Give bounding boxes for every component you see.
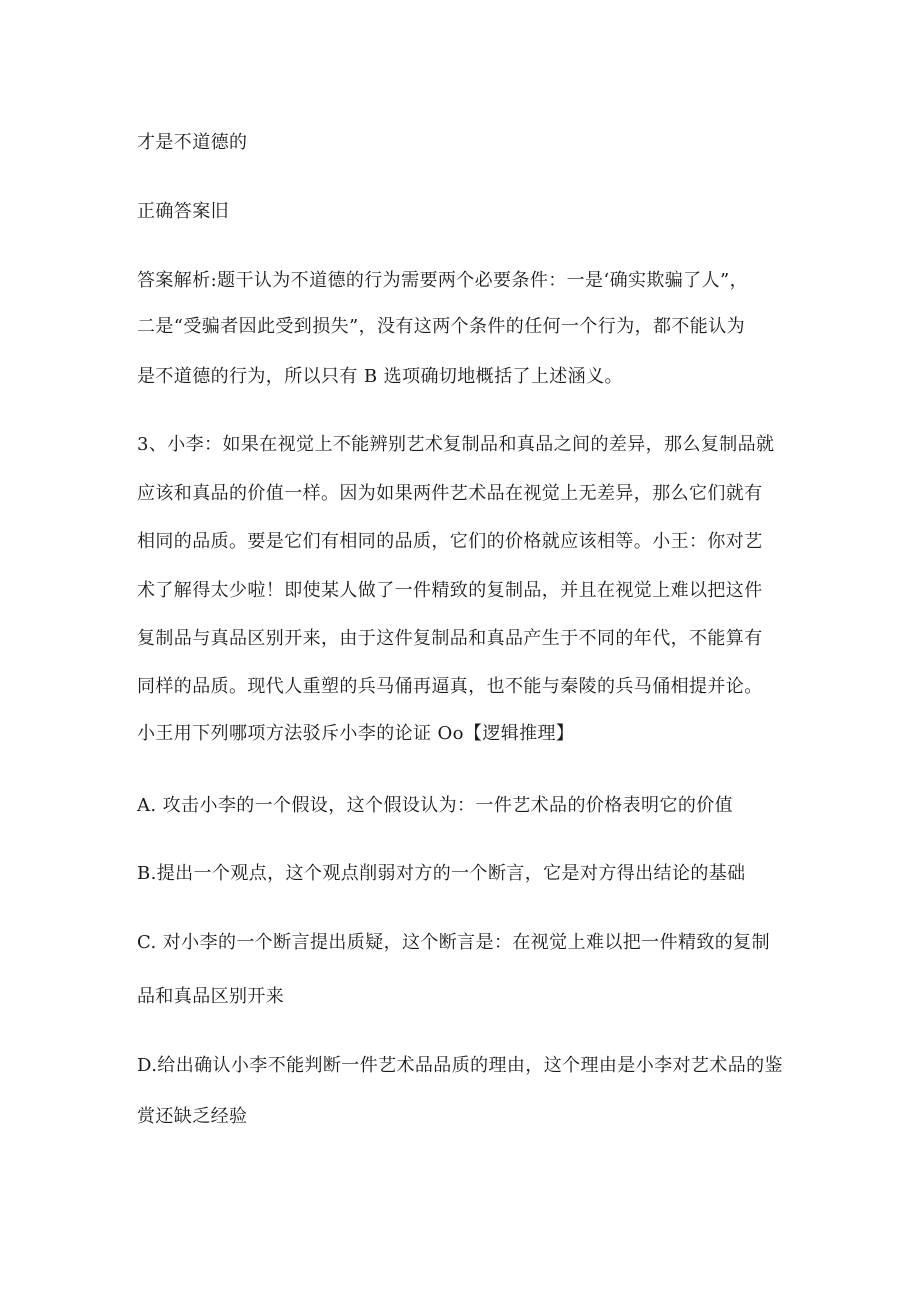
question-stem-line-5: 复制品与真品区别开来，由于这件复制品和真品产生于不同的年代，不能算有 <box>137 628 763 649</box>
explanation-line-3: 是不道德的行为，所以只有 B 选项确切地概括了上述涵义。 <box>137 366 623 387</box>
option-c-line-2: 品和真品区别开来 <box>137 986 285 1007</box>
question-stem-line-7: 小王用下列哪项方法驳斥小李的论证 Oo【逻辑推理】 <box>137 723 575 744</box>
option-c-line-1: C. 对小李的一个断言提出质疑，这个断言是：在视觉上难以把一件精致的复制 <box>137 932 770 953</box>
explanation-line-1: 答案解析:题干认为不道德的行为需要两个必要条件：一是‘确实欺骗了人”， <box>137 270 748 291</box>
option-d-line-1: D.给出确认小李不能判断一件艺术品品质的理由，这个理由是小李对艺术品的鉴 <box>137 1055 783 1076</box>
question-stem-line-4: 术了解得太少啦！即使某人做了一件精致的复制品，并且在视觉上难以把这件 <box>137 580 763 601</box>
question-stem-line-2: 应该和真品的价值一样。因为如果两件艺术品在视觉上无差异，那么它们就有 <box>137 483 763 504</box>
question-stem-line-6: 同样的品质。现代人重塑的兵马俑再逼真，也不能与秦陵的兵马俑相提并论。 <box>137 676 763 697</box>
explanation-line-2: 二是“受骗者因此受到损失”，没有这两个条件的任何一个行为，都不能认为 <box>137 316 746 337</box>
question-stem-line-3: 相同的品质。要是它们有相同的品质，它们的价格就应该相等。小王：你对艺 <box>137 531 763 552</box>
option-a: A. 攻击小李的一个假设，这个假设认为：一件艺术品的价格表明它的价值 <box>137 795 734 816</box>
previous-item-tail: 才是不道德的 <box>137 132 248 153</box>
correct-answer-line: 正确答案旧 <box>137 201 229 222</box>
question-stem-line-1: 3、小李：如果在视觉上不能辨别艺术复制品和真品之间的差异，那么复制品就 <box>137 434 775 455</box>
option-d-line-2: 赏还缺乏经验 <box>137 1106 248 1127</box>
option-b: B.提出一个观点，这个观点削弱对方的一个断言，它是对方得出结论的基础 <box>137 863 746 884</box>
